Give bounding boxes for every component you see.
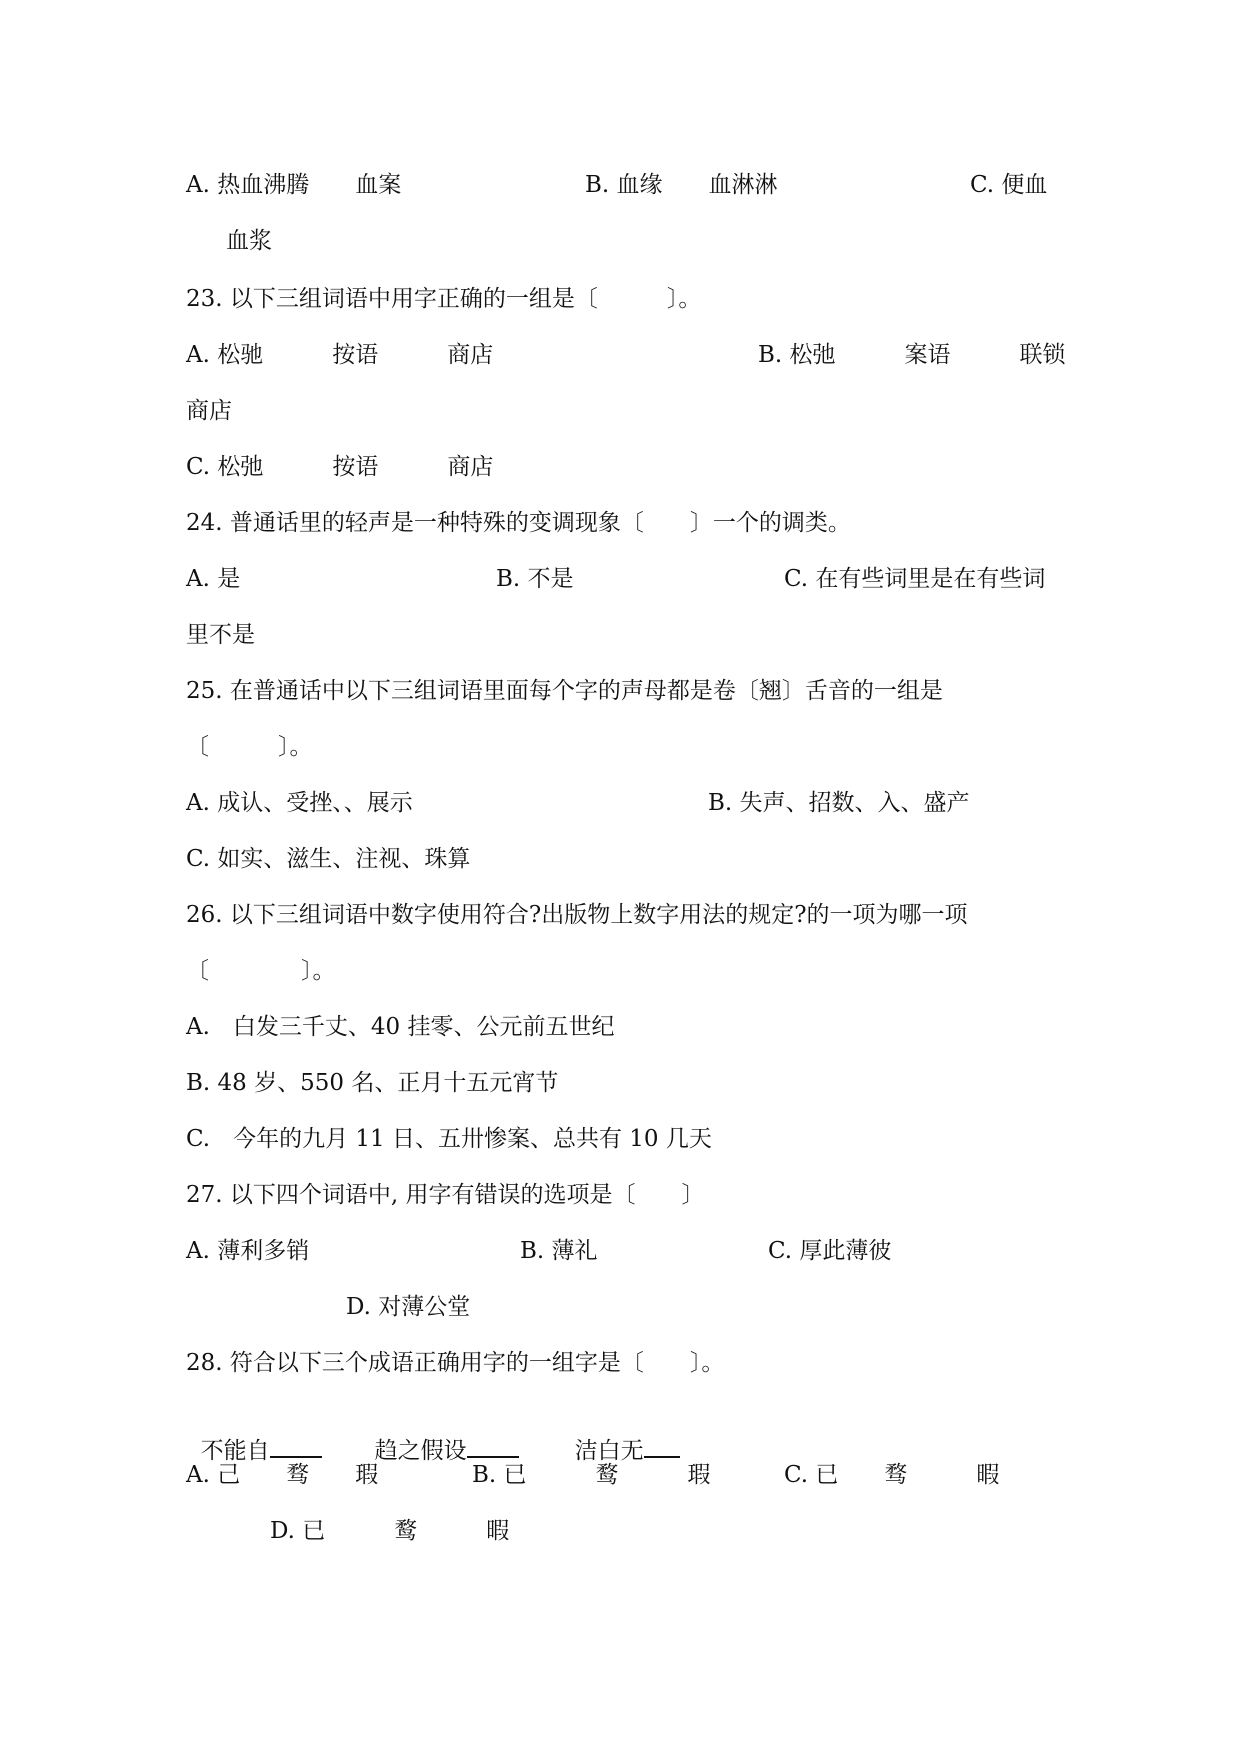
q25-stem-continued: 〔 〕。 (186, 734, 313, 760)
q25-option-b: B. 失声、招数、入、盛产 (708, 790, 970, 816)
q26-stem-continued: 〔 〕。 (186, 958, 336, 984)
q27-stem: 27. 以下四个词语中, 用字有错误的选项是〔 〕 (186, 1182, 705, 1208)
q26-option-b: B. 48 岁、550 名、正月十五元宵节 (186, 1070, 559, 1096)
q28-blank-3 (644, 1434, 680, 1458)
q24-stem: 24. 普通话里的轻声是一种特殊的变调现象〔 〕一个的调类。 (186, 510, 851, 536)
q28-idiom-1 (186, 1404, 322, 1466)
q23-option-c: C. 松弛 按语 商店 (186, 454, 494, 480)
q25-stem: 25. 在普通话中以下三组词语里面每个字的声母都是卷〔翘〕舌音的一组是 (186, 678, 943, 704)
q22-option-c: C. 便血 (970, 172, 1048, 198)
q27-option-d: D. 对薄公堂 (346, 1294, 471, 1320)
q28-idiom-3-text: 洁白无 (574, 1438, 644, 1464)
q23-option-a: A. 松驰 按语 商店 (186, 342, 494, 368)
q22-option-b: B. 血缘 血淋淋 (585, 172, 778, 198)
q25-option-c: C. 如实、滋生、注视、珠算 (186, 846, 471, 872)
q28-blank-2 (467, 1434, 519, 1458)
q23-option-b-continued: 商店 (186, 398, 232, 424)
q28-idiom-1-text: 不能自 (200, 1438, 270, 1464)
q24-option-b: B. 不是 (496, 566, 574, 592)
q22-option-a: A. 热血沸腾 血案 (186, 172, 402, 198)
q28-idiom-3 (560, 1404, 680, 1466)
q27-option-c: C. 厚此薄彼 (768, 1238, 892, 1264)
q24-option-c-continued: 里不是 (186, 622, 255, 648)
q28-idiom-2 (360, 1404, 519, 1466)
q27-option-b: B. 薄礼 (520, 1238, 598, 1264)
q26-option-c: C. 今年的九月 11 日、五卅惨案、总共有 10 几天 (186, 1126, 712, 1152)
q22-option-c-continued: 血浆 (226, 228, 272, 254)
q28-option-a: A. 己 骛 瑕 (186, 1462, 379, 1488)
q27-option-a: A. 薄利多销 (186, 1238, 310, 1264)
q26-stem: 26. 以下三组词语中数字使用符合?出版物上数字用法的规定?的一项为哪一项 (186, 902, 968, 928)
q28-idiom-2-text: 趋之假设 (374, 1438, 467, 1464)
q23-stem: 23. 以下三组词语中用字正确的一组是〔 〕。 (186, 286, 702, 312)
q25-option-a: A. 成认、受挫、、展示 (186, 790, 413, 816)
q28-blank-1 (270, 1434, 322, 1458)
q28-stem: 28. 符合以下三个成语正确用字的一组字是〔 〕。 (186, 1350, 725, 1376)
q28-option-d: D. 已 鹜 暇 (270, 1518, 510, 1544)
q23-option-b: B. 松弛 案语 联锁 (758, 342, 1066, 368)
q24-option-c: C. 在有些词里是在有些词 (784, 566, 1046, 592)
q28-option-b: B. 已 鹜 瑕 (472, 1462, 711, 1488)
q26-option-a: A. 白发三千丈、40 挂零、公元前五世纪 (186, 1014, 615, 1040)
q28-option-c: C. 已 骛 暇 (784, 1462, 1000, 1488)
q24-option-a: A. 是 (186, 566, 241, 592)
